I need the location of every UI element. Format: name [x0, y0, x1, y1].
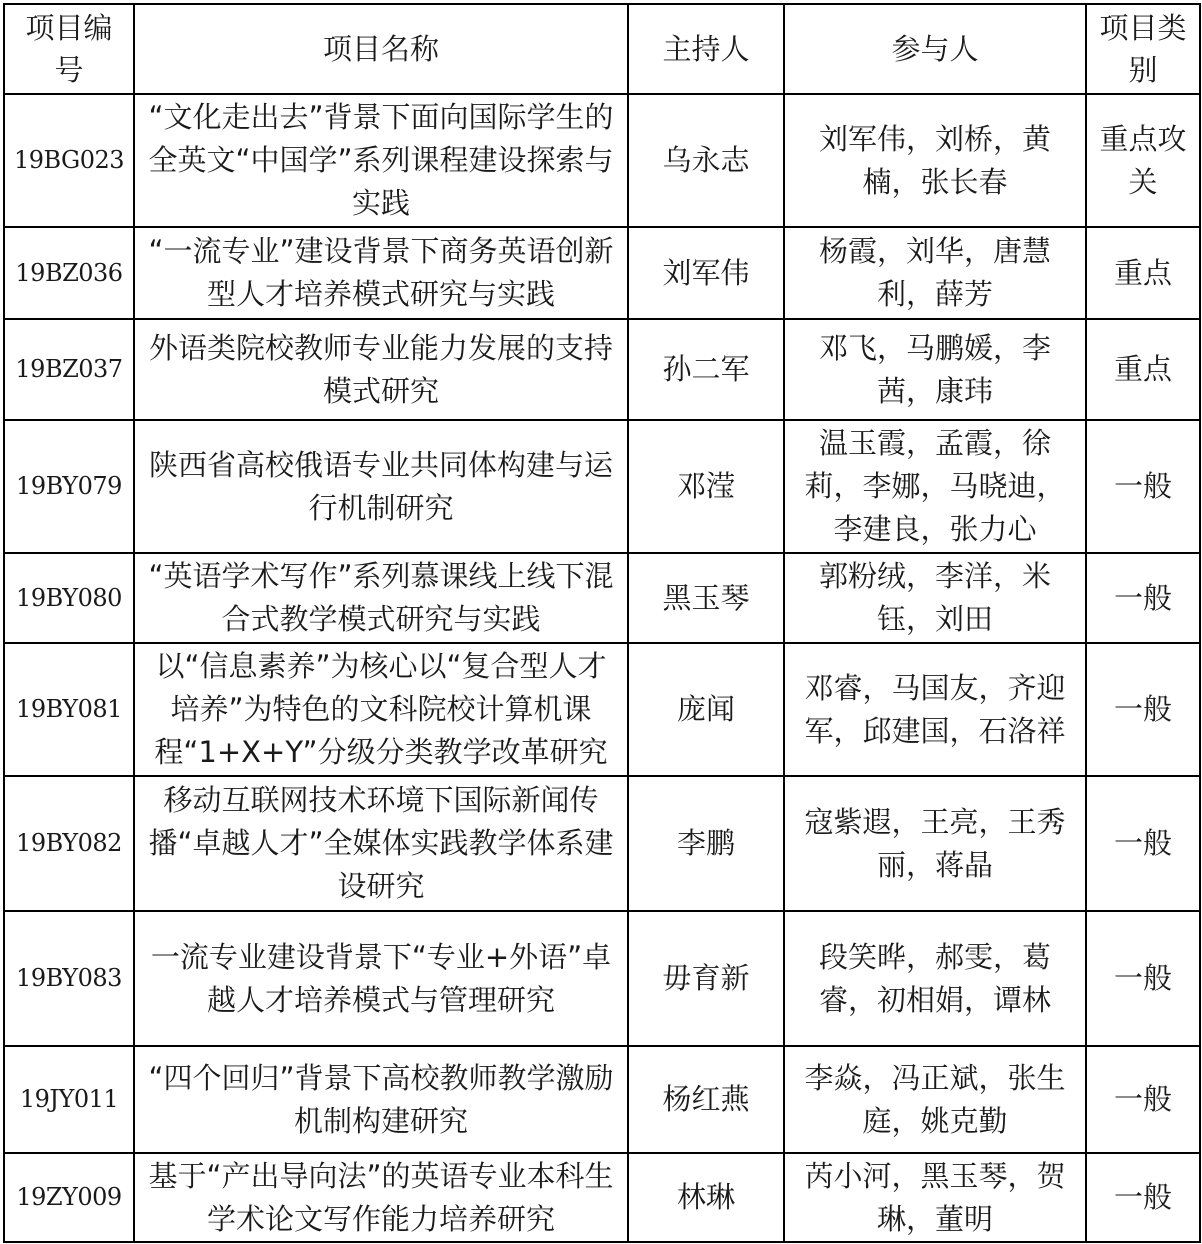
project-name: 基于“产出导向法”的英语专业本科生学术论文写作能力培养研究: [134, 1153, 628, 1242]
project-type: 重点: [1086, 319, 1200, 420]
project-members: 芮小河，黑玉琴，贺琳，董明: [784, 1153, 1086, 1242]
project-members: 郭粉绒，李洋，米钰，刘田: [784, 553, 1086, 643]
project-code: 19BZ036: [4, 227, 134, 319]
project-type: 一般: [1086, 776, 1200, 911]
project-host: 毋育新: [628, 911, 784, 1046]
project-name: “英语学术写作”系列慕课线上线下混合式教学模式研究与实践: [134, 553, 628, 643]
table-row: [4, 319, 1200, 420]
project-code: 19BG023: [4, 94, 134, 227]
project-type: 一般: [1086, 643, 1200, 776]
header-name: 项目名称: [134, 4, 628, 94]
header-code: 项目编号: [4, 4, 134, 94]
table-row: [4, 227, 1200, 319]
project-members: 寇紫遐，王亮，王秀丽，蒋晶: [784, 776, 1086, 911]
project-members: 邓飞，马鹏媛，李茜，康玮: [784, 319, 1086, 420]
header-members: 参与人: [784, 4, 1086, 94]
project-code: 19BY080: [4, 553, 134, 643]
project-members: 邓睿，马国友，齐迎军，邱建国，石洛祥: [784, 643, 1086, 776]
project-code: 19BY081: [4, 643, 134, 776]
header-row: [4, 4, 1200, 94]
table-row: [4, 1153, 1200, 1242]
project-name: 外语类院校教师专业能力发展的支持模式研究: [134, 319, 628, 420]
project-members: 刘军伟，刘桥，黄楠，张长春: [784, 94, 1086, 227]
project-name: 移动互联网技术环境下国际新闻传播“卓越人才”全媒体实践教学体系建设研究: [134, 776, 628, 911]
project-name: 陕西省高校俄语专业共同体构建与运行机制研究: [134, 420, 628, 553]
project-name: “一流专业”建设背景下商务英语创新型人才培养模式研究与实践: [134, 227, 628, 319]
table-row: [4, 553, 1200, 643]
project-host: 林琳: [628, 1153, 784, 1242]
header-host: 主持人: [628, 4, 784, 94]
project-code: 19ZY009: [4, 1153, 134, 1242]
table-row: [4, 94, 1200, 227]
project-code: 19BY079: [4, 420, 134, 553]
project-type: 一般: [1086, 911, 1200, 1046]
project-name: 一流专业建设背景下“专业+外语”卓越人才培养模式与管理研究: [134, 911, 628, 1046]
project-members: 李焱，冯正斌，张生庭，姚克勤: [784, 1046, 1086, 1153]
project-host: 庞闻: [628, 643, 784, 776]
header-type: 项目类别: [1086, 4, 1200, 94]
project-host: 孙二军: [628, 319, 784, 420]
project-table: [3, 3, 1201, 1243]
project-type: 一般: [1086, 1046, 1200, 1153]
project-host: 邓滢: [628, 420, 784, 553]
project-table-container: [3, 3, 1199, 1241]
table-row: [4, 643, 1200, 776]
project-members: 杨霞，刘华，唐慧利，薛芳: [784, 227, 1086, 319]
project-host: 杨红燕: [628, 1046, 784, 1153]
project-host: 刘军伟: [628, 227, 784, 319]
project-code: 19BZ037: [4, 319, 134, 420]
table-row: [4, 911, 1200, 1046]
table-row: [4, 1046, 1200, 1153]
table-row: [4, 776, 1200, 911]
project-host: 李鹏: [628, 776, 784, 911]
project-host: 乌永志: [628, 94, 784, 227]
project-type: 一般: [1086, 1153, 1200, 1242]
table-row: [4, 420, 1200, 553]
project-host: 黑玉琴: [628, 553, 784, 643]
project-members: 温玉霞，孟霞，徐莉，李娜，马晓迪，李建良，张力心: [784, 420, 1086, 553]
project-type: 重点攻关: [1086, 94, 1200, 227]
project-name: “文化走出去”背景下面向国际学生的全英文“中国学”系列课程建设探索与实践: [134, 94, 628, 227]
project-code: 19BY082: [4, 776, 134, 911]
project-type: 一般: [1086, 420, 1200, 553]
project-name: “四个回归”背景下高校教师教学激励机制构建研究: [134, 1046, 628, 1153]
project-type: 重点: [1086, 227, 1200, 319]
project-code: 19JY011: [4, 1046, 134, 1153]
project-members: 段笑晔，郝雯，葛睿，初相娟，谭林: [784, 911, 1086, 1046]
project-type: 一般: [1086, 553, 1200, 643]
project-name: 以“信息素养”为核心以“复合型人才培养”为特色的文科院校计算机课程“1+X+Y”分级分类教学改革研究: [134, 643, 628, 776]
project-code: 19BY083: [4, 911, 134, 1046]
